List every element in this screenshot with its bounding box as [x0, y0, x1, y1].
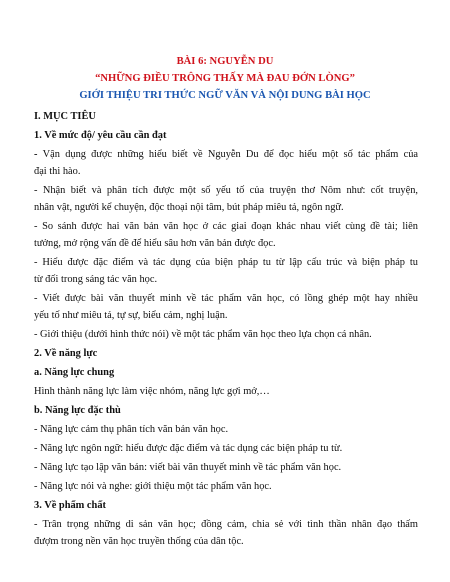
section-heading: I. MỤC TIÊU — [34, 111, 96, 122]
subsection-heading: b. Năng lực đặc thù — [34, 405, 121, 416]
list-item: - Năng lực cảm thụ phân tích văn bản văn học. — [34, 424, 229, 435]
paragraph-line: từ đối trong sáng tác văn học. — [34, 274, 158, 285]
paragraph-line: nhân vật, người kể chuyện, độc thoại nội tâm, bút pháp miêu tả, ngôn ngữ. — [34, 202, 344, 213]
paragraph-text: Vận dụng được những hiểu biết về Nguyễn Du để đọc hiểu một số tác phẩm của — [42, 149, 418, 160]
intro-subtitle: GIỚI THIỆU TRI THỨC NGỮ VĂN VÀ NỘI DUNG BÀI HỌC — [79, 90, 371, 101]
paragraph-line: đại thi hào. — [34, 166, 81, 177]
paragraph-line: đượm trong nền văn học truyền thống của dân tộc. — [34, 536, 244, 547]
paragraph-line: - Giới thiệu (dưới hình thức nói) về một tác phẩm văn học theo lựa chọn cá nhân. — [34, 329, 372, 340]
lesson-title: BÀI 6: NGUYỄN DU — [176, 56, 274, 67]
paragraph-line: Hình thành năng lực làm việc nhóm, năng lực gợi mở,… — [34, 386, 270, 397]
list-item: - Năng lực nói và nghe: giới thiệu một tác phẩm văn học. — [34, 481, 272, 492]
bullet-lead: - — [34, 149, 43, 160]
paragraph-line: - Trân trọng những di sản văn học; đồng cảm, chia sẻ với tình thần nhân đạo thấm — [34, 519, 418, 530]
list-item: - Năng lực ngôn ngữ: hiểu được đặc điểm và tác dụng các biện pháp tu từ. — [34, 443, 343, 454]
paragraph-line: - Hiểu được đặc điểm và tác dụng của biện pháp tu từ lập cấu trúc và biện pháp tu — [34, 257, 418, 268]
paragraph-line: - So sánh được hai văn bản văn học ở các giai đoạn khác nhau viết cùng đề tài; liên — [34, 221, 418, 232]
subsection-heading: a. Năng lực chung — [34, 367, 115, 378]
subsection-heading: 2. Về năng lực — [34, 348, 98, 359]
paragraph-line: - Viết được bài văn thuyết minh về tác phẩm văn học, có lồng ghép một hay nhiều — [34, 293, 418, 304]
subsection-heading: 1. Về mức độ/ yêu cầu cần đạt — [34, 130, 167, 141]
paragraph-line: yếu tố như miêu tả, tự sự, biểu cảm, nghị luận. — [34, 310, 228, 321]
paragraph-line: tưởng, mở rộng vấn đề để hiểu sâu hơn văn bản được đọc. — [34, 238, 276, 249]
paragraph-line — [34, 149, 418, 160]
paragraph-line: - Nhận biết và phân tích được một số yếu tố của truyện thơ Nôm như: cốt truyện, — [34, 185, 418, 196]
subsection-heading: 3. Về phẩm chất — [34, 500, 106, 511]
list-item: - Năng lực tạo lập văn bản: viết bài văn thuyết minh về tác phẩm văn học. — [34, 462, 342, 473]
work-title: “NHỮNG ĐIỀU TRÔNG THẤY MÀ ĐAU ĐỚN LÒNG” — [95, 73, 355, 84]
